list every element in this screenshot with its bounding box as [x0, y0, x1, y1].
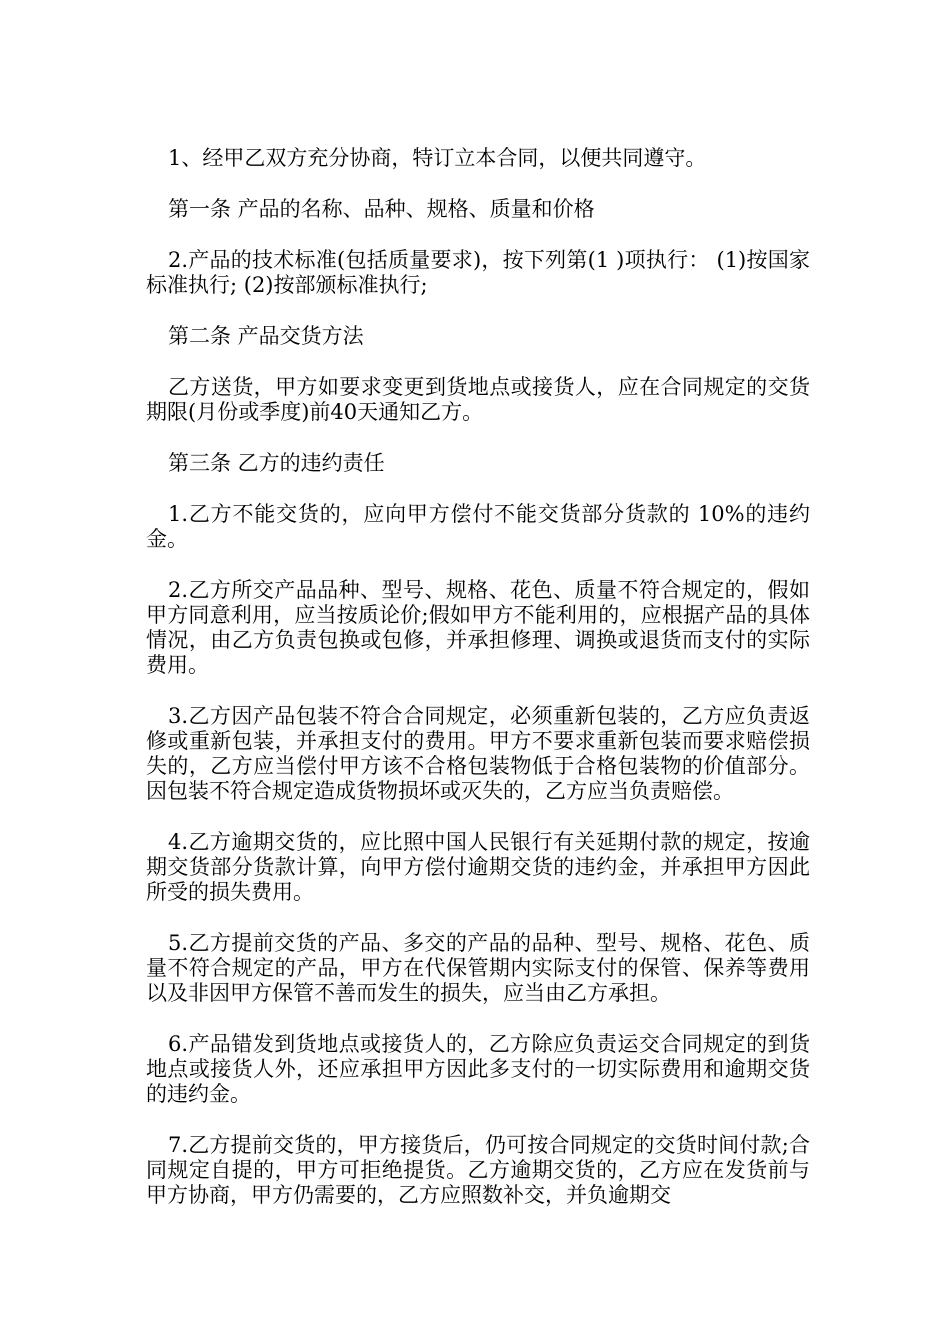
paragraph-clause-2: 2.乙方所交产品品种、型号、规格、花色、质量不符合规定的，假如甲方同意利用，应当按质论价;假如甲方不能利用的，应根据产品的具体情况，由乙方负责包换或包修，并承担修理、调换或退货而支付的实际费用。 [146, 578, 810, 677]
document-body [146, 146, 810, 1234]
paragraph-clause-5: 5.乙方提前交货的产品、多交的产品的品种、型号、规格、花色、质量不符合规定的产品，甲方在代保管期内实际支付的保管、保养等费用以及非因甲方保管不善而发生的损失，应当由乙方承担。 [146, 931, 810, 1005]
paragraph-clause-4: 4.乙方逾期交货的，应比照中国人民银行有关延期付款的规定，按逾期交货部分货款计算，向甲方偿付逾期交货的违约金，并承担甲方因此所受的损失费用。 [146, 830, 810, 904]
paragraph-clause-7: 7.乙方提前交货的，甲方接货后，仍可按合同规定的交货时间付款;合同规定自提的，甲方可拒绝提货。乙方逾期交货的，乙方应在发货前与甲方协商，甲方仍需要的，乙方应照数补交，并负逾期交 [146, 1133, 810, 1207]
section-heading-article-2: 第二条 产品交货方法 [168, 324, 364, 348]
paragraph-intro: 1、经甲乙双方充分协商，特订立本合同，以便共同遵守。 [168, 146, 707, 170]
paragraph-clause-1: 1.乙方不能交货的，应向甲方偿付不能交货部分货款的 10%的违约金。 [146, 502, 810, 551]
section-heading-article-1: 第一条 产品的名称、品种、规格、质量和价格 [168, 197, 595, 221]
paragraph-clause-6: 6.产品错发到货地点或接货人的，乙方除应负责运交合同规定的到货地点或接货人外，还应承担甲方因此多支付的一切实际费用和逾期交货的违约金。 [146, 1032, 810, 1106]
paragraph-clause-3: 3.乙方因产品包装不符合合同规定，必须重新包装的，乙方应负责返修或重新包装，并承担支付的费用。甲方不要求重新包装而要求赔偿损失的，乙方应当偿付甲方该不合格包装物低于合格包装物的价值部分。因包装不符合规定造成货物损坏或灭失的，乙方应当负责赔偿。 [146, 704, 810, 803]
section-heading-article-3: 第三条 乙方的违约责任 [168, 451, 385, 475]
paragraph-delivery-method: 乙方送货，甲方如要求变更到货地点或接货人，应在合同规定的交货期限(月份或季度)前40天通知乙方。 [146, 375, 810, 424]
paragraph-technical-standard: 2.产品的技术标准(包括质量要求)，按下列第(1 )项执行： (1)按国家标准执行; (2)按部颁标准执行; [146, 248, 810, 297]
